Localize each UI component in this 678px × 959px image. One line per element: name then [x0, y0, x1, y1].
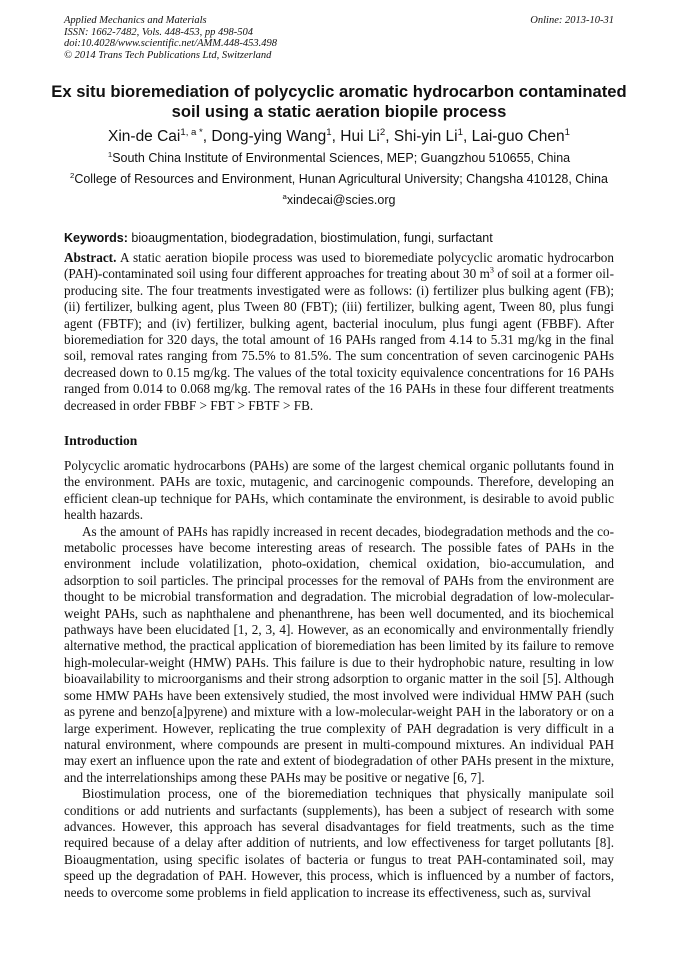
- author-affil-mark: 2: [379, 126, 386, 138]
- affiliation-email: [40, 192, 638, 208]
- affiliation-mark: a: [282, 191, 287, 201]
- author-name: Xin-de Cai: [108, 128, 181, 145]
- affiliation-text: South China Institute of Environmental Sciences, MEP; Guangzhou 510655, China: [112, 151, 571, 165]
- author-name: Shi-yin Li: [393, 128, 458, 145]
- affiliation-2: [40, 171, 638, 187]
- email-address: xindecai@scies.org: [286, 193, 396, 207]
- author-affil-mark: 1: [564, 126, 570, 138]
- intro-paragraph-1: Polycyclic aromatic hydrocarbons (PAHs) are some of the largest chemical organic pollutants found in the environment. PAHs are toxic, mutagenic, and carcinogenic compounds. Therefore, developing an efficient clean-up technique for PAHs, which contaminate the environment, is desirable to avoid public health hazards.: [64, 458, 614, 523]
- keywords-line: [64, 230, 624, 246]
- author-name: Dong-ying Wang: [211, 128, 327, 145]
- affiliation-1: [40, 150, 638, 166]
- copyright-line: © 2014 Trans Tech Publications Ltd, Switzerland: [64, 49, 272, 61]
- section-heading-introduction: Introduction: [64, 433, 138, 448]
- author-list: Xin-de Cai$^{1, a *}$, Dong-ying Wang$^1$, Hui Li$^2$, Shi-yin Li$^1$, Lai-guo Chen$^1$: [108, 126, 570, 145]
- paper-title: Ex situ bioremediation of polycyclic aromatic hydrocarbon contaminated soil using a static aeration biopile process: [51, 82, 627, 121]
- author-name: Hui Li: [340, 128, 380, 145]
- abstract-text-1: A static aeration biopile process was used to bioremediate polycyclic aromatic hydrocarbon (PAH)-contaminated soil using four different approaches for treating about 30 m: [64, 250, 614, 282]
- intro-paragraph-2: As the amount of PAHs has rapidly increased in recent decades, biodegradation methods and the co-metabolic processes have become interesting areas of research. The possible fates of PAHs in the environment include volatilization, photo-oxidation, chemical oxidation, bio-accumulation, and adsorption to soil particles. The principal processes for the removal of PAHs from the environment are thought to be microbial transformation and degradation. The microbial degradation of low-molecular-weight PAHs, such as naphthalene and phenanthrene, has been well documented, and its biochemical pathways have been elucidated [1, 2, 3, 4]. However, as an economically and environmentally friendly alternative method, the practical application of bioremediation has been limited by its failure to remove high-molecular-weight (HMW) PAHs. This failure is due to their hydrophobic nature, resulting in low bioavailability to microorganisms and their strong adsorption to organic matter in the soil [5]. Although some HMW PAHs have been extensively studied, the most involved were individual HMW PAH (such as pyrene and benzo[a]pyrene) and mixture with a low-molecular-weight PAH in the laboratory or on a large experiment. However, replicating the true complexity of PAH degradation is very difficult in a natural environment, where compounds are present in multi-compound mixtures. An individual PAH may exert an influence upon the rate and extent of biodegradation of other PAHs present in the mixture, and the interrelationships among these PAHs may be positive or negative [6, 7].: [64, 523, 614, 785]
- keywords-text: bioaugmentation, biodegradation, biostimulation, fungi, surfactant: [131, 231, 493, 245]
- journal-header: [64, 15, 614, 61]
- affiliation-text: College of Resources and Environment, Hunan Agricultural University; Changsha 410128, China: [74, 172, 608, 186]
- author-name: Lai-guo Chen: [471, 128, 565, 145]
- abstract-text-2: of soil at a former oil-producing site. The four treatments investigated were as follows: (i) fertilizer plus bulking agent (FB); (ii) fertilizer, bulking agent, plus Tween 80 (FBT); (iii) fertilizer, bulking agent, Tween 80, plus fungi agent (FBTF); and (iv) fertilizer, bulking agent, bacterial inoculum, plus fungi agent (FBBF). After bioremediation for 320 days, the total amount of 16 PAHs ranged from 4.14 to 5.31 mg/kg in the final soil, removal rates ranging from 75.5% to 81.5%. The sum concentration of seven carcinogenic PAHs decreased down to 0.15 mg/kg. The values of the total toxicity equivalence concentrations for 16 PAHs ranged from 0.014 to 0.068 mg/kg. The removal rates of the 16 PAHs in these four different treatments decreased in order FBBF > FBT > FBTF > FB.: [64, 266, 614, 413]
- cubic-superscript: 3: [489, 266, 494, 276]
- doi-line: doi:10.4028/www.scientific.net/AMM.448-453.498: [64, 38, 277, 49]
- intro-paragraph-3: Biostimulation process, one of the bioremediation techniques that physically manipulate soil conditions or add nutrients and surfactants (supplements), has been a subject of research with some advances. However, this approach has several disadvantages for field treatments, such as the time required because of a delay after addition of nutrients, and low effectiveness for target pollutants [8]. Bioaugmentation, using specific isolates of bacteria or fungus to treat PAH-contaminated soil, may speed up the degradation of PAH. However, this process, which is influenced by a number of factors, needs to overcome some problems in field application to increase its effectiveness, such as, survival: [64, 786, 614, 900]
- author-affil-mark: 1: [457, 126, 463, 138]
- affiliation-mark: 2: [70, 170, 75, 180]
- abstract-label: Abstract.: [64, 250, 117, 265]
- online-date: Online: 2013-10-31: [530, 15, 614, 26]
- introduction-body: [64, 458, 614, 901]
- affiliation-mark: 1: [107, 149, 113, 159]
- abstract: [64, 250, 614, 414]
- issn-line: ISSN: 1662-7482, Vols. 448-453, pp 498-504: [64, 26, 253, 38]
- author-affil-mark: 1: [326, 126, 332, 138]
- journal-name: Applied Mechanics and Materials: [64, 15, 207, 26]
- author-affil-mark: 1, a *: [180, 126, 203, 138]
- keywords-label: Keywords:: [64, 231, 128, 245]
